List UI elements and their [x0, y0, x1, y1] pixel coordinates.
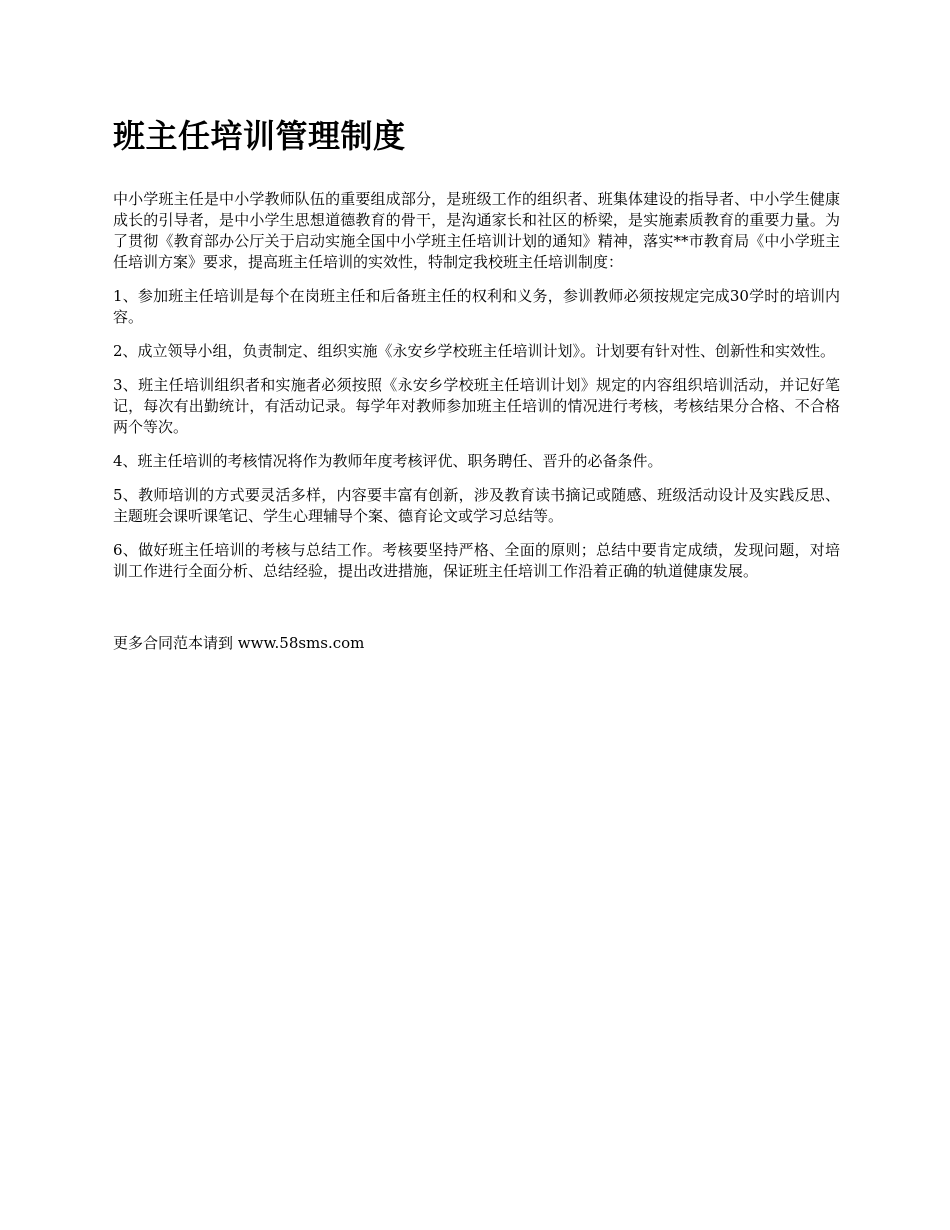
document-body — [113, 112, 840, 654]
rule-item-2: 2、成立领导小组，负责制定、组织实施《永安乡学校班主任培训计划》。计划要有针对性、创新性和实效性。 — [113, 342, 836, 360]
rule-item-5: 5、教师培训的方式要灵活多样，内容要丰富有创新，涉及教育读书摘记或随感、班级活动设计及实践反思、主题班会课听课笔记、学生心理辅导个案、德育论文或学习总结等。 — [113, 486, 840, 525]
intro-paragraph: 中小学班主任是中小学教师队伍的重要组成部分，是班级工作的组织者、班集体建设的指导者、中小学生健康成长的引导者，是中小学生思想道德教育的骨干，是沟通家长和社区的桥梁，是实施素质教育的重要力量。为了贯彻《教育部办公厅关于启动实施全国中小学班主任培训计划的通知》精神，落实**市教育局《中小学班主任培训方案》要求，提高班主任培训的实效性，特制定我校班主任培训制度： — [113, 190, 840, 271]
rule-item-4: 4、班主任培训的考核情况将作为教师年度考核评优、职务聘任、晋升的必备条件。 — [113, 452, 663, 470]
footer-note: 更多合同范本请到 www.58sms.com — [113, 634, 365, 652]
document-title: 班主任培训管理制度 — [113, 117, 406, 155]
rule-item-6: 6、做好班主任培训的考核与总结工作。考核要坚持严格、全面的原则；总结中要肯定成绩，发现问题，对培训工作进行全面分析、总结经验，提出改进措施，保证班主任培训工作沿着正确的轨道健康发展。 — [113, 541, 840, 580]
rule-item-3: 3、班主任培训组织者和实施者必须按照《永安乡学校班主任培训计划》规定的内容组织培训活动，并记好笔记，每次有出勤统计，有活动记录。每学年对教师参加班主任培训的情况进行考核，考核结果分合格、不合格两个等次。 — [113, 376, 840, 436]
rule-item-1: 1、参加班主任培训是每个在岗班主任和后备班主任的权利和义务，参训教师必须按规定完成30学时的培训内容。 — [113, 287, 840, 326]
